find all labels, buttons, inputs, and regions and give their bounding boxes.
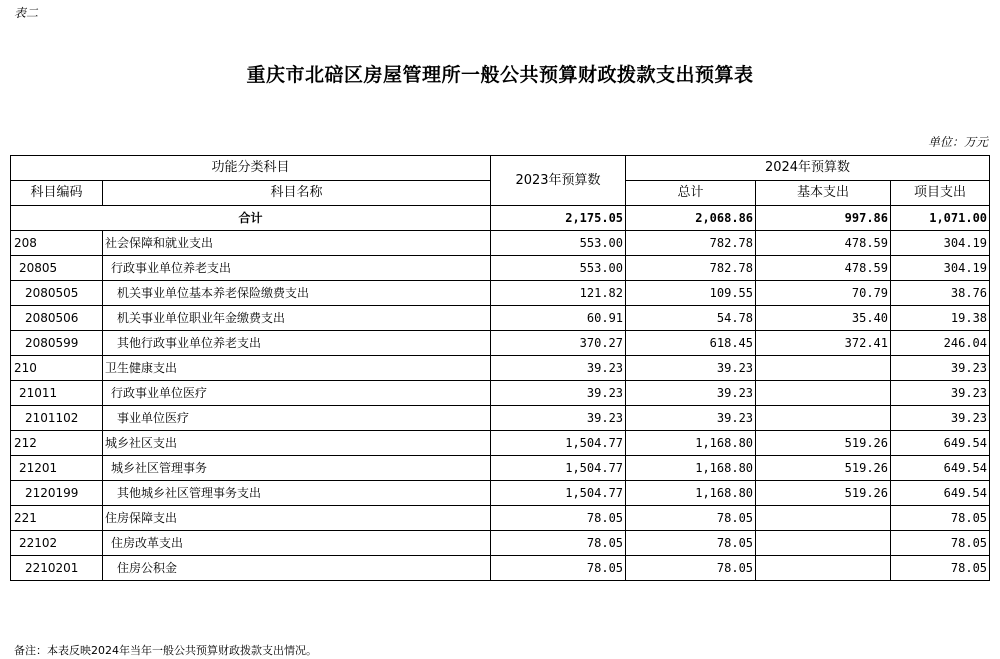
row-total: 618.45 bbox=[626, 331, 756, 356]
row-basic bbox=[756, 406, 891, 431]
row-prev-budget: 78.05 bbox=[491, 506, 626, 531]
row-prev-budget: 39.23 bbox=[491, 356, 626, 381]
header-total: 总计 bbox=[626, 181, 756, 206]
table-row bbox=[11, 256, 990, 281]
total-project: 1,071.00 bbox=[891, 206, 990, 231]
row-code: 2210201 bbox=[11, 556, 103, 581]
table-row bbox=[11, 481, 990, 506]
row-project: 39.23 bbox=[891, 356, 990, 381]
table-row bbox=[11, 231, 990, 256]
row-project: 649.54 bbox=[891, 456, 990, 481]
row-total: 1,168.80 bbox=[626, 456, 756, 481]
row-code: 21011 bbox=[11, 381, 103, 406]
total-label: 合计 bbox=[11, 206, 491, 231]
header-project: 项目支出 bbox=[891, 181, 990, 206]
row-prev-budget: 553.00 bbox=[491, 256, 626, 281]
row-total: 78.05 bbox=[626, 556, 756, 581]
row-code: 21201 bbox=[11, 456, 103, 481]
row-basic: 372.41 bbox=[756, 331, 891, 356]
row-code: 2080505 bbox=[11, 281, 103, 306]
row-prev-budget: 121.82 bbox=[491, 281, 626, 306]
total-prev: 2,175.05 bbox=[491, 206, 626, 231]
row-prev-budget: 60.91 bbox=[491, 306, 626, 331]
table-row bbox=[11, 331, 990, 356]
table-row bbox=[11, 531, 990, 556]
row-total: 39.23 bbox=[626, 406, 756, 431]
row-code: 2120199 bbox=[11, 481, 103, 506]
row-total: 39.23 bbox=[626, 356, 756, 381]
total-total: 2,068.86 bbox=[626, 206, 756, 231]
table-row bbox=[11, 281, 990, 306]
header-name: 科目名称 bbox=[103, 181, 491, 206]
row-name: 卫生健康支出 bbox=[103, 356, 491, 381]
row-code: 212 bbox=[11, 431, 103, 456]
row-project: 649.54 bbox=[891, 481, 990, 506]
header-curr-budget: 2024年预算数 bbox=[626, 156, 990, 181]
row-code: 22102 bbox=[11, 531, 103, 556]
budget-table bbox=[10, 155, 990, 581]
row-basic: 478.59 bbox=[756, 256, 891, 281]
row-code: 2080506 bbox=[11, 306, 103, 331]
table-row bbox=[11, 556, 990, 581]
row-name: 城乡社区管理事务 bbox=[103, 456, 491, 481]
row-basic: 70.79 bbox=[756, 281, 891, 306]
row-basic: 35.40 bbox=[756, 306, 891, 331]
row-basic: 478.59 bbox=[756, 231, 891, 256]
row-basic bbox=[756, 531, 891, 556]
row-total: 39.23 bbox=[626, 381, 756, 406]
row-basic bbox=[756, 356, 891, 381]
row-prev-budget: 553.00 bbox=[491, 231, 626, 256]
row-total: 54.78 bbox=[626, 306, 756, 331]
row-total: 109.55 bbox=[626, 281, 756, 306]
row-code: 208 bbox=[11, 231, 103, 256]
row-total: 78.05 bbox=[626, 531, 756, 556]
row-name: 行政事业单位医疗 bbox=[103, 381, 491, 406]
table-row bbox=[11, 506, 990, 531]
row-name: 行政事业单位养老支出 bbox=[103, 256, 491, 281]
row-name: 住房保障支出 bbox=[103, 506, 491, 531]
row-total: 1,168.80 bbox=[626, 481, 756, 506]
total-basic: 997.86 bbox=[756, 206, 891, 231]
row-project: 78.05 bbox=[891, 506, 990, 531]
row-project: 78.05 bbox=[891, 556, 990, 581]
row-total: 782.78 bbox=[626, 231, 756, 256]
footnote: 备注：本表反映2024年当年一般公共预算财政拨款支出情况。 bbox=[14, 644, 317, 657]
table-number-label: 表二 bbox=[14, 6, 39, 20]
row-name: 城乡社区支出 bbox=[103, 431, 491, 456]
unit-label: 单位：万元 bbox=[927, 135, 988, 149]
header-prev-budget: 2023年预算数 bbox=[491, 156, 626, 206]
row-name: 其他行政事业单位养老支出 bbox=[103, 331, 491, 356]
row-project: 39.23 bbox=[891, 381, 990, 406]
row-prev-budget: 1,504.77 bbox=[491, 456, 626, 481]
row-prev-budget: 78.05 bbox=[491, 531, 626, 556]
row-code: 2101102 bbox=[11, 406, 103, 431]
row-prev-budget: 39.23 bbox=[491, 381, 626, 406]
header-basic: 基本支出 bbox=[756, 181, 891, 206]
header-func-class: 功能分类科目 bbox=[11, 156, 491, 181]
row-basic bbox=[756, 506, 891, 531]
row-basic bbox=[756, 381, 891, 406]
row-prev-budget: 370.27 bbox=[491, 331, 626, 356]
row-prev-budget: 78.05 bbox=[491, 556, 626, 581]
header-code: 科目编码 bbox=[11, 181, 103, 206]
row-project: 39.23 bbox=[891, 406, 990, 431]
row-project: 38.76 bbox=[891, 281, 990, 306]
row-project: 649.54 bbox=[891, 431, 990, 456]
table-row bbox=[11, 431, 990, 456]
row-name: 住房改革支出 bbox=[103, 531, 491, 556]
total-row bbox=[11, 206, 990, 231]
row-name: 社会保障和就业支出 bbox=[103, 231, 491, 256]
row-name: 住房公积金 bbox=[103, 556, 491, 581]
table-row bbox=[11, 381, 990, 406]
row-name: 其他城乡社区管理事务支出 bbox=[103, 481, 491, 506]
row-name: 机关事业单位基本养老保险缴费支出 bbox=[103, 281, 491, 306]
row-prev-budget: 39.23 bbox=[491, 406, 626, 431]
table-row bbox=[11, 306, 990, 331]
page-title: 重庆市北碚区房屋管理所一般公共预算财政拨款支出预算表 bbox=[246, 64, 754, 86]
row-prev-budget: 1,504.77 bbox=[491, 431, 626, 456]
row-basic: 519.26 bbox=[756, 481, 891, 506]
row-project: 304.19 bbox=[891, 231, 990, 256]
row-project: 19.38 bbox=[891, 306, 990, 331]
row-name: 事业单位医疗 bbox=[103, 406, 491, 431]
row-code: 2080599 bbox=[11, 331, 103, 356]
row-code: 20805 bbox=[11, 256, 103, 281]
row-basic: 519.26 bbox=[756, 456, 891, 481]
row-basic bbox=[756, 556, 891, 581]
row-total: 78.05 bbox=[626, 506, 756, 531]
row-basic: 519.26 bbox=[756, 431, 891, 456]
table-row bbox=[11, 406, 990, 431]
table-row bbox=[11, 456, 990, 481]
row-total: 1,168.80 bbox=[626, 431, 756, 456]
row-project: 304.19 bbox=[891, 256, 990, 281]
row-project: 78.05 bbox=[891, 531, 990, 556]
row-code: 210 bbox=[11, 356, 103, 381]
row-project: 246.04 bbox=[891, 331, 990, 356]
table-row bbox=[11, 356, 990, 381]
row-total: 782.78 bbox=[626, 256, 756, 281]
header-row-1 bbox=[11, 156, 990, 181]
row-code: 221 bbox=[11, 506, 103, 531]
row-prev-budget: 1,504.77 bbox=[491, 481, 626, 506]
row-name: 机关事业单位职业年金缴费支出 bbox=[103, 306, 491, 331]
